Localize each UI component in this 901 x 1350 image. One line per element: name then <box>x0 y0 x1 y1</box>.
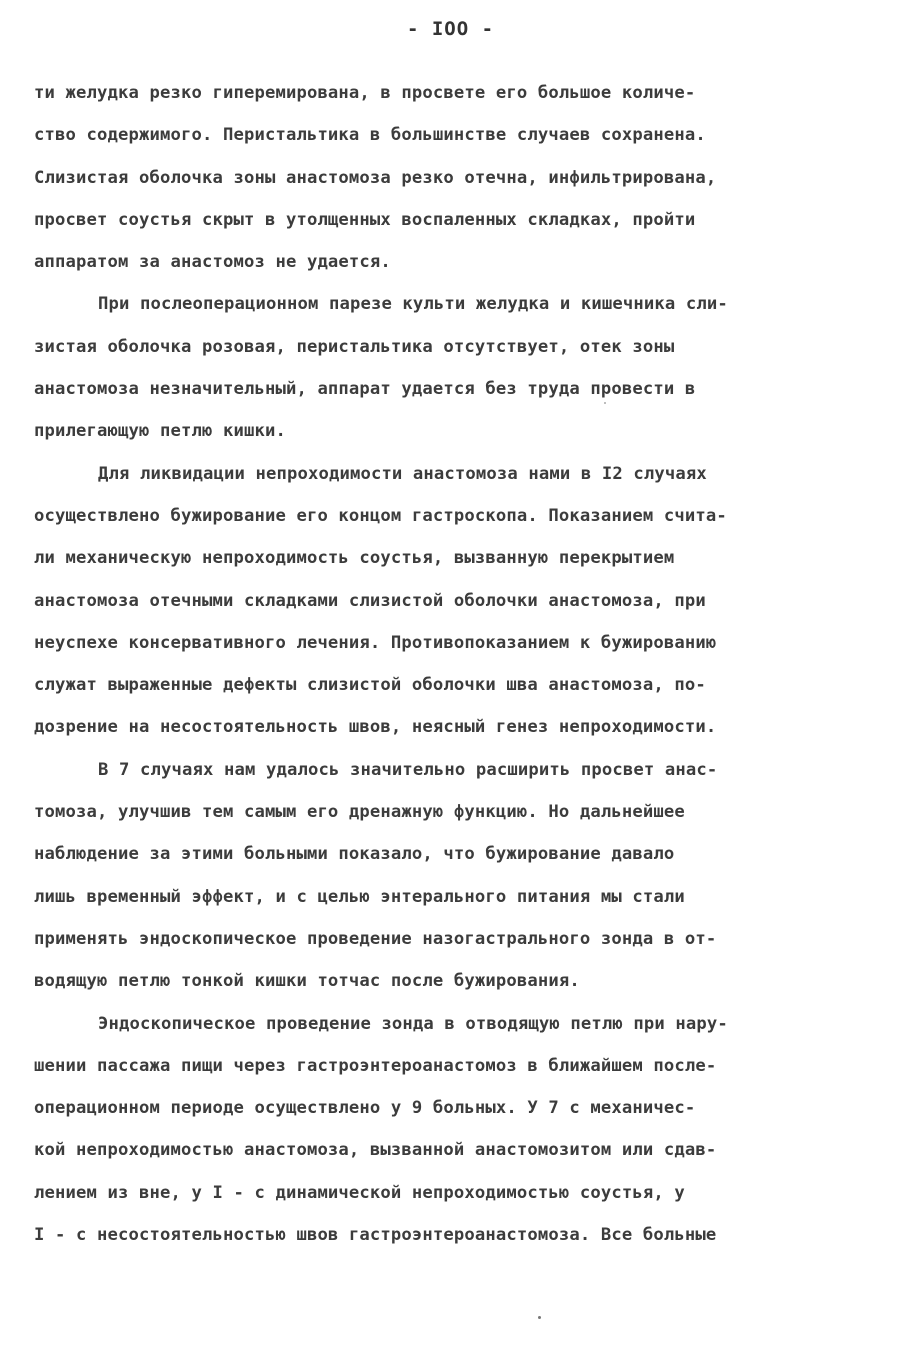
text-line: I - с несостоятельностью швов гастроэнтероанастомоза. Все больные <box>34 1225 717 1246</box>
text-line: осуществлено бужирование его концом гастроскопа. Показанием счита- <box>34 505 727 526</box>
text-line: операционном периоде осуществлено у 9 больных. У 7 с механичес- <box>34 1098 696 1119</box>
scan-speck <box>604 402 606 404</box>
text-line: томоза, улучшив тем самым его дренажную функцию. Но дальнейшее <box>34 802 685 823</box>
text-line: неуспехе консервативного лечения. Противопоказанием к бужированию <box>34 632 717 653</box>
text-line: кой непроходимостью анастомоза, вызванной анастомозитом или сдав- <box>34 1140 717 1161</box>
text-line: наблюдение за этими больными показало, что бужирование давало <box>34 844 675 865</box>
text-line: просвет соустья скрыт в утолщенных воспаленных складках, пройти <box>34 209 696 230</box>
text-line: анастомоза отечными складками слизистой оболочки анастомоза, при <box>34 590 706 611</box>
text-line: дозрение на несостоятельность швов, неясный генез непроходимости. <box>34 717 717 738</box>
text-line: При послеоперационном парезе культи желудка и кишечника сли- <box>98 294 728 315</box>
text-line: В 7 случаях нам удалось значительно расширить просвет анас- <box>98 759 718 780</box>
text-line: шении пассажа пищи через гастроэнтероанастомоз в ближайшем после- <box>34 1055 717 1076</box>
text-line: Слизистая оболочка зоны анастомоза резко отечна, инфильтрирована, <box>34 167 717 188</box>
text-line: анастомоза незначительный, аппарат удается без труда провести в <box>34 379 696 400</box>
text-line: служат выраженные дефекты слизистой оболочки шва анастомоза, по- <box>34 675 706 696</box>
scan-speck <box>538 1316 541 1319</box>
text-line: зистая оболочка розовая, перистальтика отсутствует, отек зоны <box>34 336 675 357</box>
document-body <box>34 72 874 1256</box>
text-line: применять эндоскопическое проведение назогастрального зонда в от- <box>34 928 717 949</box>
text-line: Для ликвидации непроходимости анастомоза нами в I2 случаях <box>98 463 707 484</box>
page-number: - IOO - <box>406 18 495 40</box>
paragraph <box>34 283 874 452</box>
paragraph <box>34 749 874 1003</box>
paragraph <box>34 72 874 283</box>
text-line: водящую петлю тонкой кишки тотчас после бужирования. <box>34 971 580 992</box>
text-line: лением из вне, у I - с динамической непроходимостью соустья, у <box>34 1182 685 1203</box>
paragraph <box>34 453 874 749</box>
text-line: аппаратом за анастомоз не удается. <box>34 252 391 273</box>
text-line: ти желудка резко гиперемирована, в просвете его большое количе- <box>34 83 696 103</box>
paragraph <box>34 1003 874 1257</box>
text-line: Эндоскопическое проведение зонда в отводящую петлю при нару- <box>98 1013 728 1034</box>
text-line: ство содержимого. Перистальтика в большинстве случаев сохранена. <box>34 125 706 146</box>
text-line: ли механическую непроходимость соустья, вызванную перекрытием <box>34 548 675 569</box>
text-line: лишь временный эффект, и с целью энтерального питания мы стали <box>34 886 685 907</box>
text-line: прилегающую петлю кишки. <box>34 421 286 442</box>
